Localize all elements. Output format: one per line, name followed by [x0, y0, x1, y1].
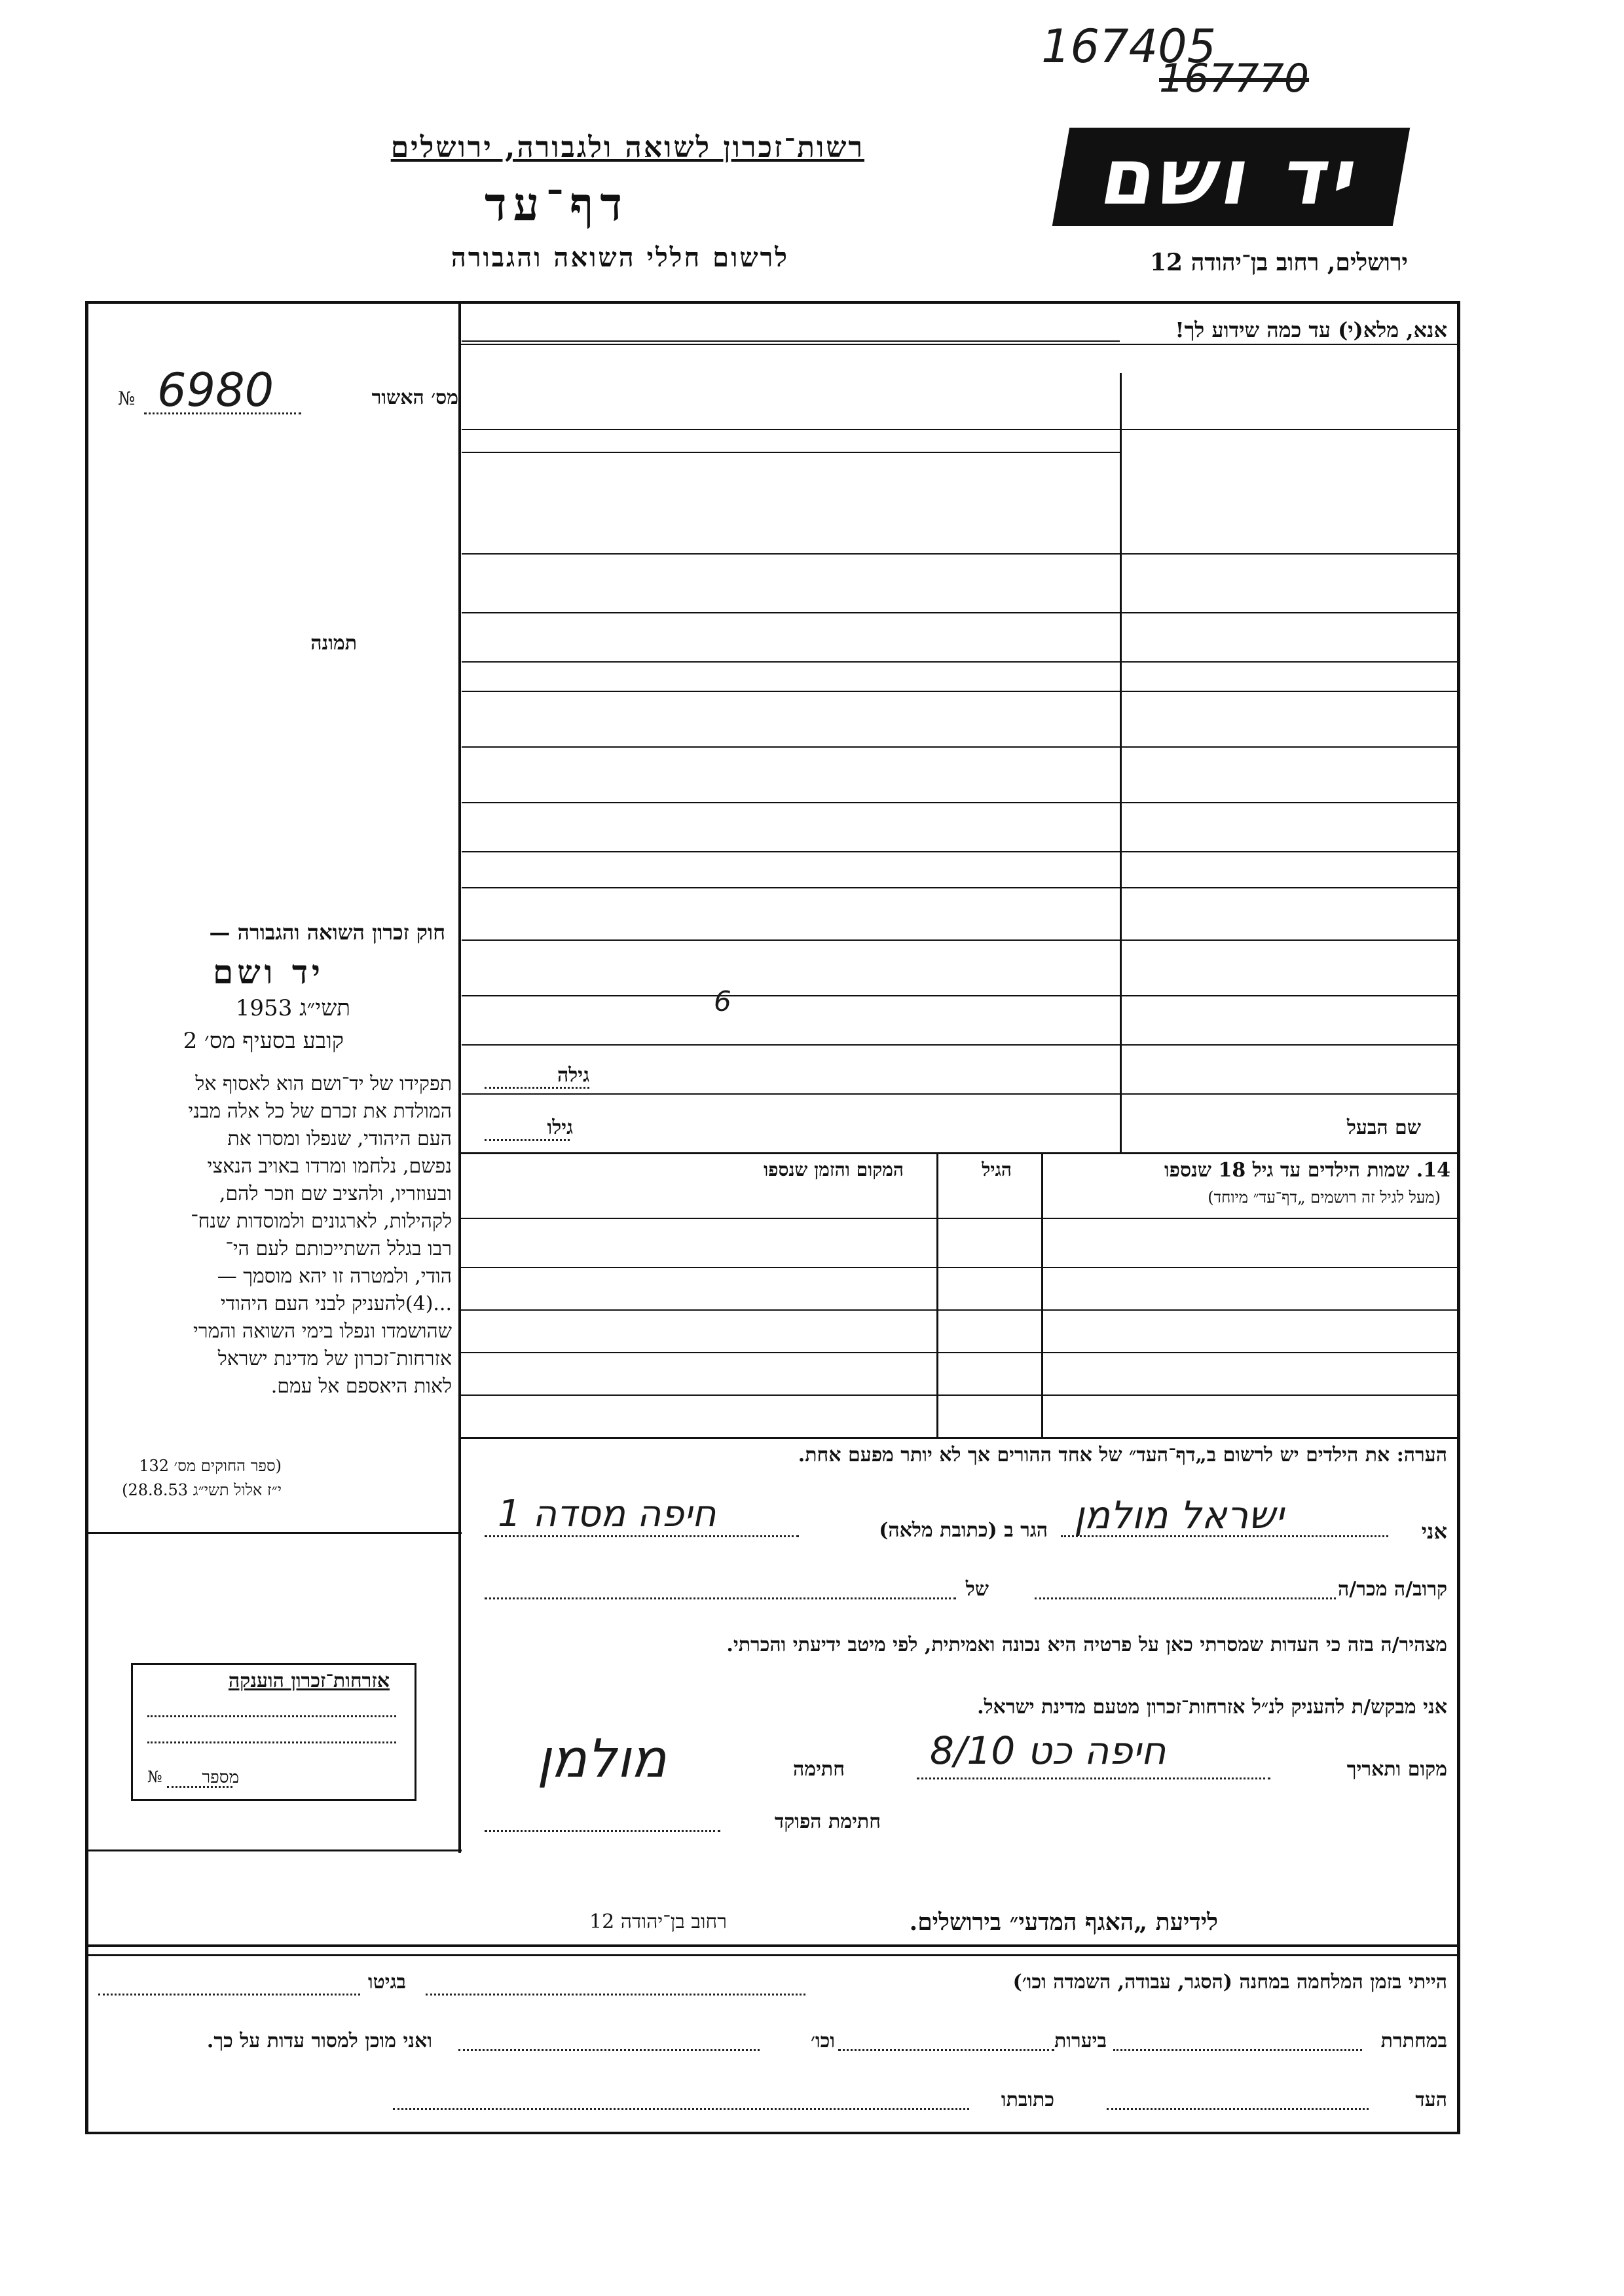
ghetto-label: בגיטו	[367, 1971, 406, 1994]
law-year: תשי״ג 1953	[235, 995, 350, 1021]
wife-age-label: גילה	[557, 1064, 589, 1087]
address: ירושלים, רחוב בן־יהודה 12	[1149, 249, 1408, 276]
declarant-name: ישראל מולמן	[1074, 1493, 1284, 1537]
law-text: תפקידו של יד־ושם הוא לאסוף אל המולדת את זכרם של כל אלה מבני העם היהודי, שנפלו ומסרו את נפשם, נלחמו ומרדו באויב הנאצי ובעוזריו, ולהציב שם וזכר להם, לקהילות, לארגונים ולמוסדות שנח־ רבו בגלל השתייכותם לעם הי־ הודי, ולמטרה זו יהא מוסמך — ...(4)להעניק לבני העם היהודי שהושמדו ונפלו בימי השואה והמרי אזרחות־זכרון של מדינת ישראל לאות היאספם אל עמם.	[188, 1072, 452, 1398]
photo-label: תמונה	[310, 632, 357, 655]
form-subtitle: לרשום חללי השואה והגבורה	[451, 242, 789, 273]
citizenship-title: אזרחות־זכרון הוענקה	[228, 1669, 390, 1692]
husband-age-label: גילו	[547, 1116, 573, 1139]
etc-label: וכו׳	[811, 2030, 835, 2052]
approval-number: 6980	[157, 363, 274, 417]
witness-label: העד	[1415, 2088, 1447, 2111]
husband-label: שם הבעל	[1346, 1116, 1421, 1139]
signature-label: חתימה	[793, 1758, 845, 1781]
officer-signature-label: חתימת הפוקד	[774, 1810, 881, 1833]
authority-name: רשות־זכרון לשואה ולגבורה, ירושלים	[390, 131, 864, 164]
declaration-statement: מצהיר/ה בזה כי העדות שמסרתי כאן על פרטיה היא נכונה ואמיתית, לפי מיטב ידיעתי והכרתי.	[726, 1633, 1447, 1656]
citizenship-number-label: מספר	[202, 1768, 239, 1787]
law-name: יד ושם	[213, 953, 324, 991]
forests-label: ביערות	[1054, 2030, 1107, 2052]
law-source-2: י״ז אלול תשי״ג 28.8.53)	[122, 1481, 282, 1499]
citizenship-request: אני מבקש/ת להעניק לנ״ל אזרחות־זכרון מטעם מדינת ישראל.	[977, 1696, 1447, 1719]
yad-vashem-logo: יד ושם	[1052, 128, 1410, 226]
relative-label: קרוב/ה מכר/ה	[1338, 1578, 1447, 1601]
children-note: הערה: את הילדים יש לרשום ב„דף־העד״ של אחד ההורים אך לא יותר מפעם אחת.	[798, 1444, 1447, 1467]
law-title: חוק זכרון השואה והגבורה —	[209, 920, 445, 945]
declarant-address: חיפה מסדה 1	[498, 1493, 716, 1535]
children-sub: (מעל לגיל זה רושמים „דף־עד״ מיוחד)	[1208, 1188, 1441, 1207]
declarant-label: אני	[1421, 1519, 1447, 1544]
resides-label: הגר ב (כתובת מלאה)	[879, 1519, 1048, 1542]
marital-children-count: 6	[714, 985, 731, 1017]
place-date-value: חיפה כט 8/10	[930, 1728, 1166, 1773]
law-source-1: (ספר החוקים מס׳ 132	[139, 1457, 282, 1475]
of-label: של	[965, 1578, 989, 1601]
archive-number-struck: 167770	[1159, 56, 1310, 101]
archive-number: 167405	[1041, 20, 1217, 73]
law-section: קובע בסעיף מס׳ 2	[183, 1028, 344, 1054]
place-date-label: מקום ותאריך	[1346, 1758, 1447, 1781]
bottom-address: רחוב בן־יהודה 12	[589, 1910, 727, 1933]
approval-label: מס׳ האשור	[371, 386, 458, 409]
approval-prefix: №	[118, 388, 136, 409]
underground-label: במחתרת	[1380, 2030, 1447, 2052]
form-title: דף־עד	[484, 177, 629, 231]
signature-value: מולמן	[537, 1728, 667, 1789]
bottom-title: לידיעת „האגף המדעי״ בירושלים.	[909, 1908, 1218, 1936]
children-col-place: המקום והזמן שנספו	[764, 1159, 904, 1180]
children-col-age: הגיל	[982, 1159, 1012, 1180]
witness-address-label: כתובתו	[1001, 2088, 1054, 2111]
bottom-line1: הייתי בזמן המלחמה במחנה (הסגר, עבודה, השמדה וכו׳)	[1012, 1971, 1447, 1994]
citizenship-prefix: №	[147, 1768, 162, 1786]
children-label: 14. שמות הילדים עד גיל 18 שנספו	[1164, 1159, 1450, 1182]
ready-to-testify: ואני מוכן למסור עדות על כך.	[206, 2030, 432, 2052]
form-intro: אנא, מלא(י) עד כמה שידוע לך!	[1175, 318, 1447, 342]
